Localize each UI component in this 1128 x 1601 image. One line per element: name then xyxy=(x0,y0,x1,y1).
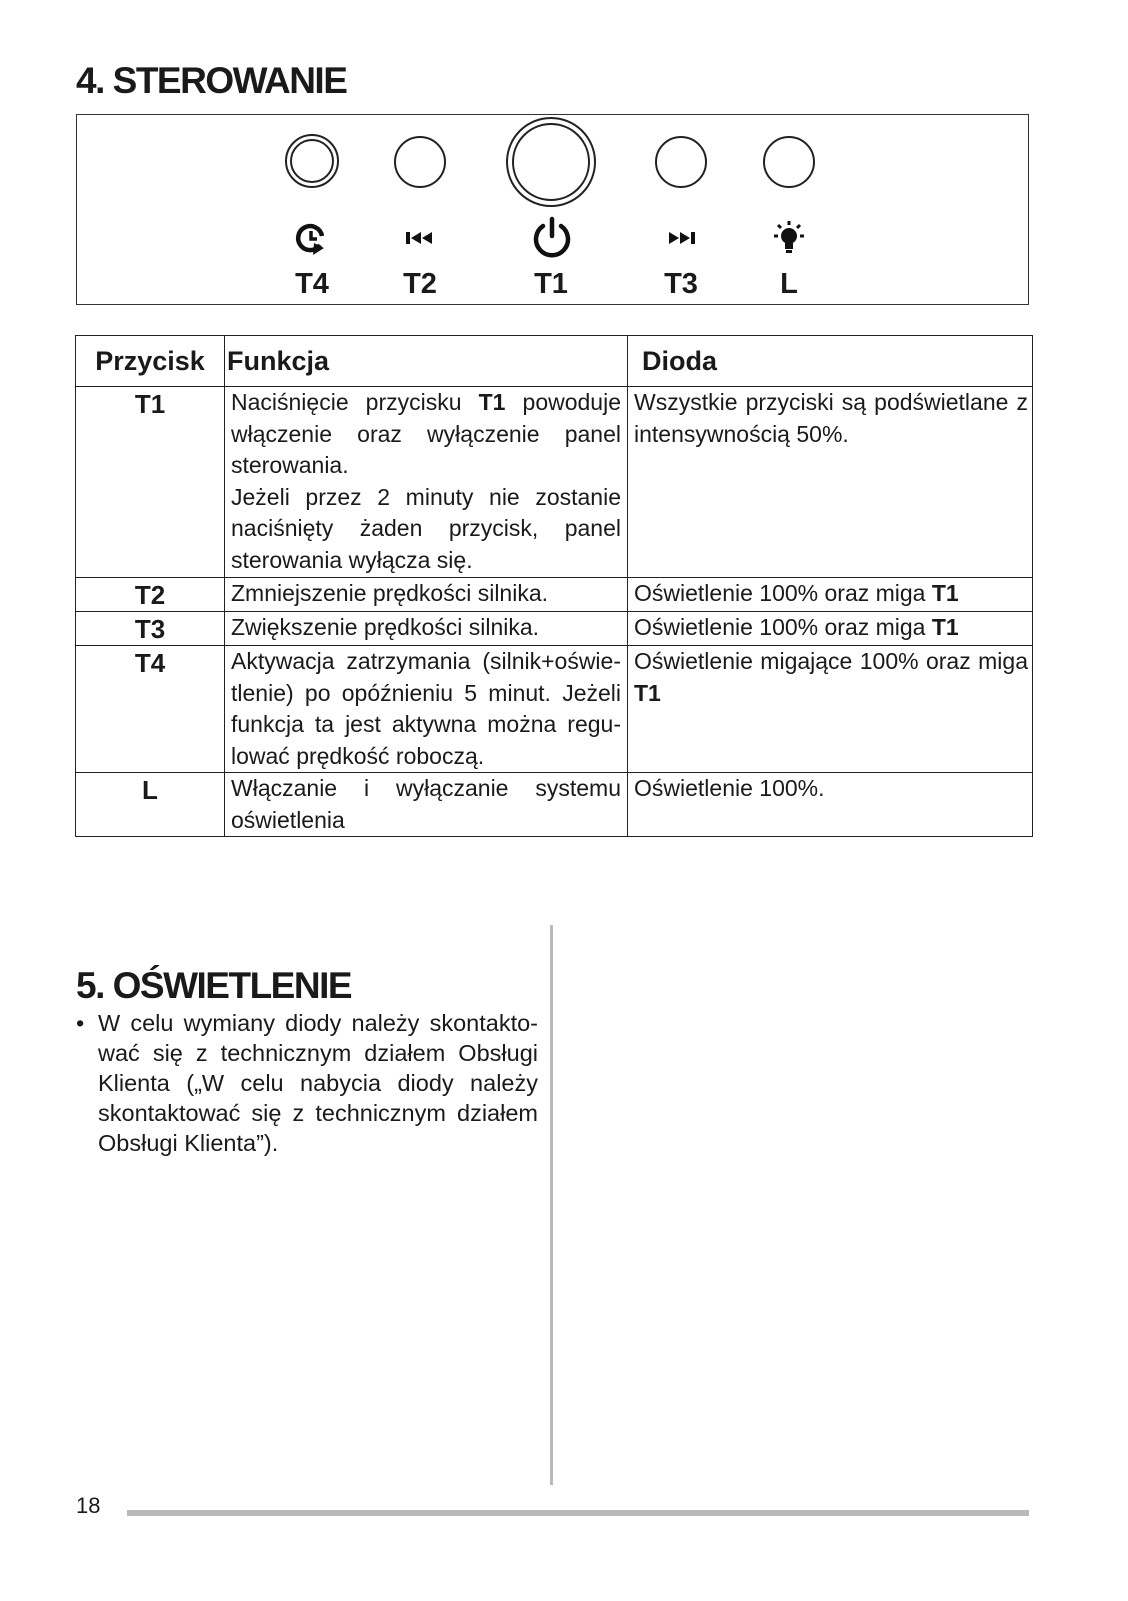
row-key: T4 xyxy=(76,646,225,773)
row-led xyxy=(628,612,1033,646)
row-key: T1 xyxy=(76,387,225,578)
bullet-symbol: • xyxy=(76,1010,85,1036)
section-title-sterowanie: 4. STEROWANIE xyxy=(76,60,347,101)
button-t1-circle[interactable] xyxy=(506,117,596,207)
text-run: Oświetlenie 100% oraz miga xyxy=(634,614,932,640)
light-icon xyxy=(771,220,807,256)
text-run-bold: T1 xyxy=(931,580,959,606)
row-function: Zmniejszenie prędkości silnika. xyxy=(225,578,628,612)
table-row xyxy=(76,773,1033,837)
row-led xyxy=(628,773,1033,837)
table-header-row xyxy=(76,336,1033,387)
section-title-oswietlenie: 5. OŚWIETLENIE xyxy=(76,965,352,1006)
text-run: Oświetlenie 100%. xyxy=(634,775,825,801)
button-l-circle[interactable] xyxy=(763,136,815,188)
function-paragraph: Jeżeli przez 2 minuty nie zostanie naciśnięty żaden przycisk, panel sterowania wyłącza się. xyxy=(231,483,621,573)
function-paragraph xyxy=(231,387,621,482)
power-icon xyxy=(530,216,574,260)
button-label-t1: T1 xyxy=(534,268,568,300)
row-led xyxy=(628,578,1033,612)
text-run-bold: T1 xyxy=(478,389,506,415)
button-t2-circle[interactable] xyxy=(394,136,446,188)
button-t3-circle[interactable] xyxy=(655,136,707,188)
timer-icon xyxy=(294,221,330,257)
header-button: Przycisk xyxy=(76,336,225,387)
text-run: Wszystkie przyciski są podświetlane z intensywnością 50%. xyxy=(634,389,1028,447)
text-run: Oświetlenie migające 100% oraz miga xyxy=(634,648,1028,674)
button-label-t3: T3 xyxy=(664,268,698,300)
header-led: Dioda xyxy=(628,336,1033,387)
row-led xyxy=(628,646,1033,773)
row-key: L xyxy=(76,773,225,837)
function-table xyxy=(75,335,1033,837)
column-divider xyxy=(550,925,553,1485)
text-run: Naciśnięcie przycisku xyxy=(231,389,479,415)
row-led xyxy=(628,387,1033,578)
table-row xyxy=(76,612,1033,646)
text-run-bold: T1 xyxy=(931,614,959,640)
table-row xyxy=(76,646,1033,773)
row-function: Włączanie i wyłączanie systemu oświetlenia xyxy=(225,773,628,837)
text-run-bold: T1 xyxy=(634,679,661,706)
header-function: Funkcja xyxy=(225,336,628,387)
footer-rule xyxy=(127,1510,1029,1516)
text-run: Oświetlenie 100% oraz miga xyxy=(634,580,932,606)
row-key: T2 xyxy=(76,578,225,612)
table-row xyxy=(76,578,1033,612)
bullet-item xyxy=(76,1008,538,1158)
row-function: Aktywacja zatrzymania (silnik+oświe-tlenie) po opóźnieniu 5 minut. Jeżeli funkcja ta jest aktywna można regu-lować prędkość roboczą. xyxy=(225,646,628,773)
control-panel-diagram xyxy=(76,114,1029,305)
table-row xyxy=(76,387,1033,578)
page-number: 18 xyxy=(76,1493,101,1518)
button-label-t4: T4 xyxy=(295,268,329,300)
button-label-t2: T2 xyxy=(403,268,437,300)
row-function: Zwiększenie prędkości silnika. xyxy=(225,612,628,646)
speed-up-icon xyxy=(665,227,697,249)
row-key: T3 xyxy=(76,612,225,646)
button-label-l: L xyxy=(780,268,798,300)
bullet-text: W celu wymiany diody należy skontakto-wać się z technicznym działem Obsługi Klienta („W celu nabycia diody należy skontaktować się z technicznym działem Obsługi Klienta”). xyxy=(98,1010,538,1156)
row-function xyxy=(225,387,628,578)
button-t4-circle[interactable] xyxy=(285,134,339,188)
text-run: powoduje włączenie oraz wyłączenie panel sterowania. xyxy=(231,389,621,478)
speed-down-icon xyxy=(404,227,436,249)
